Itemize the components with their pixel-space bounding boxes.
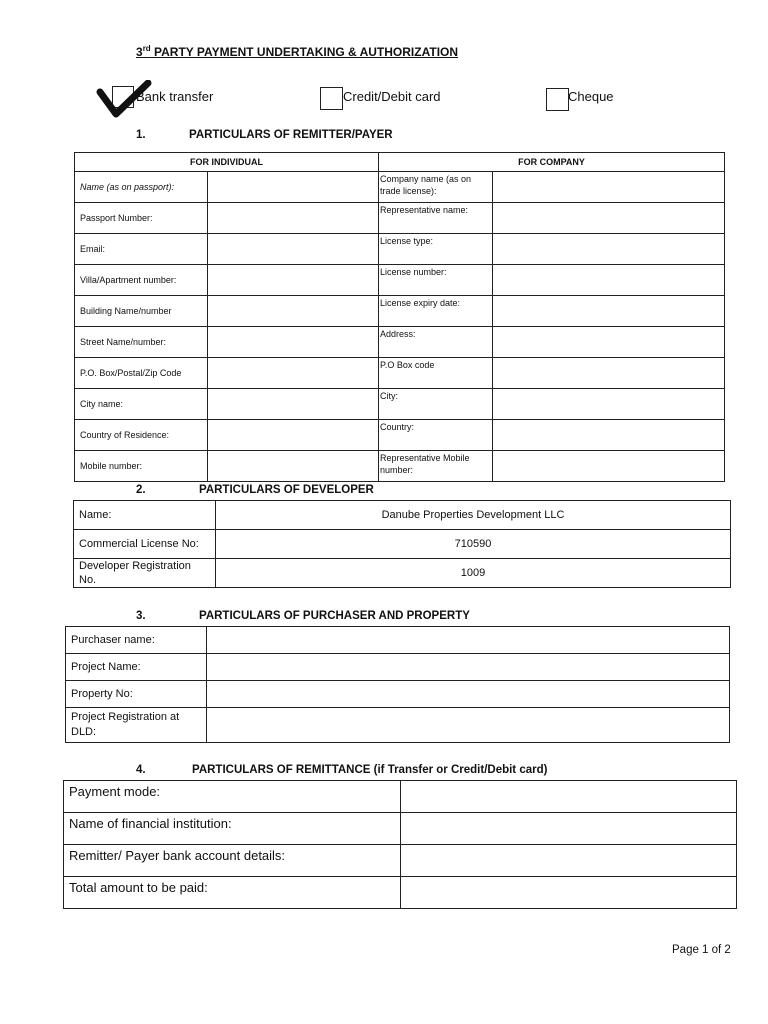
company-label: License number:	[379, 265, 493, 296]
property-no-field[interactable]	[207, 681, 730, 708]
document-title: 3rd PARTY PAYMENT UNDERTAKING & AUTHORIZATION	[136, 44, 459, 59]
bank-transfer-label: Bank transfer	[136, 89, 214, 104]
po-box-field[interactable]	[208, 358, 379, 389]
individual-label: P.O. Box/Postal/Zip Code	[75, 358, 208, 389]
cheque-label: Cheque	[568, 89, 614, 104]
company-label: City:	[379, 389, 493, 420]
individual-label: Country of Residence:	[75, 420, 208, 451]
company-name-field[interactable]	[493, 172, 725, 203]
company-city-field[interactable]	[493, 389, 725, 420]
city-name-field[interactable]	[208, 389, 379, 420]
address-field[interactable]	[493, 327, 725, 358]
developer-label: Commercial License No:	[74, 530, 216, 559]
company-label: License expiry date:	[379, 296, 493, 327]
company-label: Representative name:	[379, 203, 493, 234]
section3-number: 3.	[136, 610, 146, 622]
purchaser-name-field[interactable]	[207, 627, 730, 654]
total-amount-field[interactable]	[401, 877, 737, 909]
developer-name-value: Danube Properties Development LLC	[216, 501, 731, 530]
purchaser-label: Project Registration at DLD:	[66, 708, 207, 743]
section1-number: 1.	[136, 129, 146, 141]
purchaser-table	[65, 626, 730, 743]
individual-label: Email:	[75, 234, 208, 265]
individual-name-field[interactable]	[208, 172, 379, 203]
company-label: Address:	[379, 327, 493, 358]
developer-table	[73, 500, 731, 588]
remittance-table	[63, 780, 737, 909]
credit-debit-card-label: Credit/Debit card	[343, 89, 441, 104]
cheque-checkbox[interactable]	[546, 88, 569, 111]
representative-mobile-field[interactable]	[493, 451, 725, 482]
financial-institution-field[interactable]	[401, 813, 737, 845]
purchaser-label: Purchaser name:	[66, 627, 207, 654]
company-label: License type:	[379, 234, 493, 265]
purchaser-label: Project Name:	[66, 654, 207, 681]
license-type-field[interactable]	[493, 234, 725, 265]
developer-registration-value: 1009	[216, 559, 731, 588]
payment-mode-field[interactable]	[401, 781, 737, 813]
individual-label: City name:	[75, 389, 208, 420]
company-label: Representative Mobile number:	[379, 451, 493, 482]
developer-label: Developer Registration No.	[74, 559, 216, 588]
street-name-field[interactable]	[208, 327, 379, 358]
individual-header: FOR INDIVIDUAL	[75, 153, 379, 172]
company-header: FOR COMPANY	[379, 153, 725, 172]
section4-number: 4.	[136, 764, 146, 776]
section3-title: PARTICULARS OF PURCHASER AND PROPERTY	[199, 610, 470, 622]
section2-title: PARTICULARS OF DEVELOPER	[199, 484, 374, 496]
company-label: P.O Box code	[379, 358, 493, 389]
company-po-box-field[interactable]	[493, 358, 725, 389]
building-name-field[interactable]	[208, 296, 379, 327]
page-number: Page 1 of 2	[672, 944, 731, 956]
remittance-label: Payment mode:	[64, 781, 401, 813]
developer-label: Name:	[74, 501, 216, 530]
mobile-number-field[interactable]	[208, 451, 379, 482]
individual-label: Building Name/number	[75, 296, 208, 327]
country-of-residence-field[interactable]	[208, 420, 379, 451]
individual-label: Villa/Apartment number:	[75, 265, 208, 296]
individual-label: Street Name/number:	[75, 327, 208, 358]
bank-account-details-field[interactable]	[401, 845, 737, 877]
section4-title: PARTICULARS OF REMITTANCE (if Transfer or Credit/Debit card)	[192, 764, 548, 776]
project-registration-field[interactable]	[207, 708, 730, 743]
license-expiry-field[interactable]	[493, 296, 725, 327]
representative-name-field[interactable]	[493, 203, 725, 234]
individual-label: Name (as on passport):	[75, 172, 208, 203]
license-number-field[interactable]	[493, 265, 725, 296]
purchaser-label: Property No:	[66, 681, 207, 708]
credit-debit-card-checkbox[interactable]	[320, 87, 343, 110]
remittance-label: Remitter/ Payer bank account details:	[64, 845, 401, 877]
company-label: Country:	[379, 420, 493, 451]
remitter-table	[74, 152, 725, 482]
villa-apartment-field[interactable]	[208, 265, 379, 296]
section2-number: 2.	[136, 484, 146, 496]
remittance-label: Name of financial institution:	[64, 813, 401, 845]
commercial-license-value: 710590	[216, 530, 731, 559]
individual-label: Mobile number:	[75, 451, 208, 482]
email-field[interactable]	[208, 234, 379, 265]
remittance-label: Total amount to be paid:	[64, 877, 401, 909]
company-country-field[interactable]	[493, 420, 725, 451]
section1-title: PARTICULARS OF REMITTER/PAYER	[189, 129, 393, 141]
individual-label: Passport Number:	[75, 203, 208, 234]
passport-number-field[interactable]	[208, 203, 379, 234]
project-name-field[interactable]	[207, 654, 730, 681]
company-label: Company name (as on trade license):	[379, 172, 493, 203]
